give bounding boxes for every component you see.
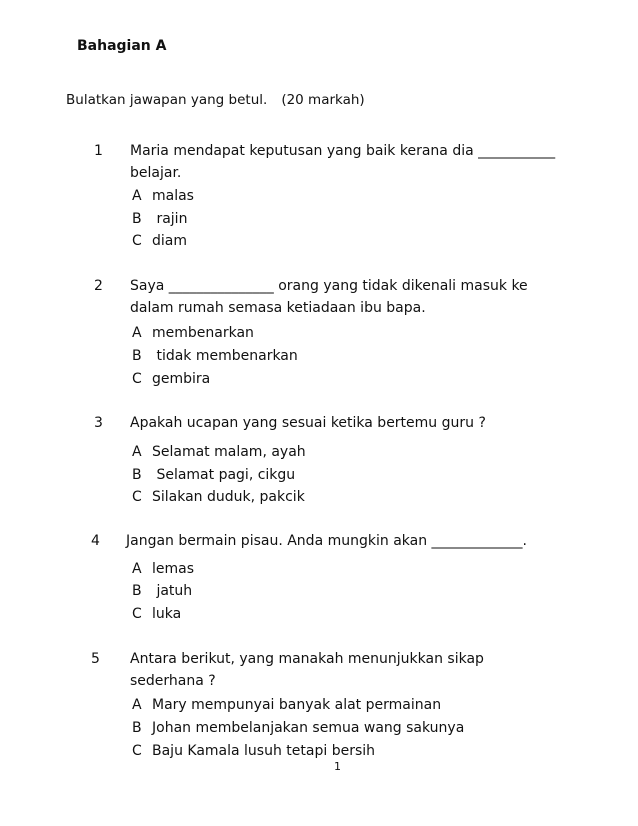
option-text: jatuh: [152, 583, 193, 599]
option: [132, 606, 181, 622]
option-text: diam: [152, 233, 187, 249]
option-letter: A: [132, 188, 142, 204]
option: [132, 467, 295, 483]
option-text: membenarkan: [152, 325, 254, 341]
option: [132, 697, 441, 713]
option-letter: A: [132, 697, 142, 713]
option-letter: C: [132, 489, 142, 505]
option: [132, 211, 187, 227]
option: [132, 371, 210, 387]
option: [132, 720, 464, 736]
section-title: Bahagian A: [77, 38, 167, 54]
option-text: Selamat pagi, cikgu: [152, 467, 296, 483]
option-text: Johan membelanjakan semua wang sakunya: [152, 720, 465, 736]
question-number: 2: [94, 278, 103, 294]
option-text: tidak membenarkan: [152, 348, 298, 364]
option: [132, 561, 194, 577]
option-text: Silakan duduk, pakcik: [152, 489, 305, 505]
page-number: 1: [334, 760, 341, 773]
option: [132, 348, 298, 364]
option-letter: A: [132, 561, 142, 577]
option: [132, 743, 375, 759]
question-number: 4: [91, 533, 100, 549]
instruction: [66, 92, 365, 108]
option: [132, 444, 306, 460]
question-number: 3: [94, 415, 103, 431]
option: [132, 233, 187, 249]
option-text: luka: [152, 606, 182, 622]
marks-label: (20 markah): [281, 92, 365, 108]
option-letter: C: [132, 743, 142, 759]
option-text: malas: [152, 188, 194, 204]
option-letter: B: [132, 720, 142, 736]
option-letter: B: [132, 583, 142, 599]
question-text: Maria mendapat keputusan yang baik kerana dia ___________ belajar.: [130, 143, 556, 181]
option-letter: A: [132, 444, 142, 460]
option-letter: C: [132, 606, 142, 622]
option-text: gembira: [152, 371, 211, 387]
question-text: Antara berikut, yang manakah menunjukkan sikap sederhana ?: [130, 651, 484, 689]
option-letter: B: [132, 211, 142, 227]
option-text: lemas: [152, 561, 195, 577]
option-letter: C: [132, 371, 142, 387]
option-letter: B: [132, 467, 142, 483]
option-text: Selamat malam, ayah: [152, 444, 306, 460]
question-number: 5: [91, 651, 100, 667]
option-text: Baju Kamala lusuh tetapi bersih: [152, 743, 376, 759]
option: [132, 188, 194, 204]
option-letter: B: [132, 348, 142, 364]
option: [132, 583, 192, 599]
option: [132, 489, 305, 505]
instruction-text: Bulatkan jawapan yang betul.: [66, 92, 268, 108]
question-number: 1: [94, 143, 103, 159]
option-letter: A: [132, 325, 142, 341]
option-text: Mary mempunyai banyak alat permainan: [152, 697, 442, 713]
question-text: Saya _______________ orang yang tidak dikenali masuk ke dalam rumah semasa ketiadaan ibu bapa.: [130, 278, 528, 316]
option: [132, 325, 254, 341]
option-letter: C: [132, 233, 142, 249]
option-text: rajin: [152, 211, 188, 227]
question-text: Jangan bermain pisau. Anda mungkin akan _____________.: [126, 533, 527, 549]
question-text: Apakah ucapan yang sesuai ketika bertemu guru ?: [130, 415, 486, 431]
